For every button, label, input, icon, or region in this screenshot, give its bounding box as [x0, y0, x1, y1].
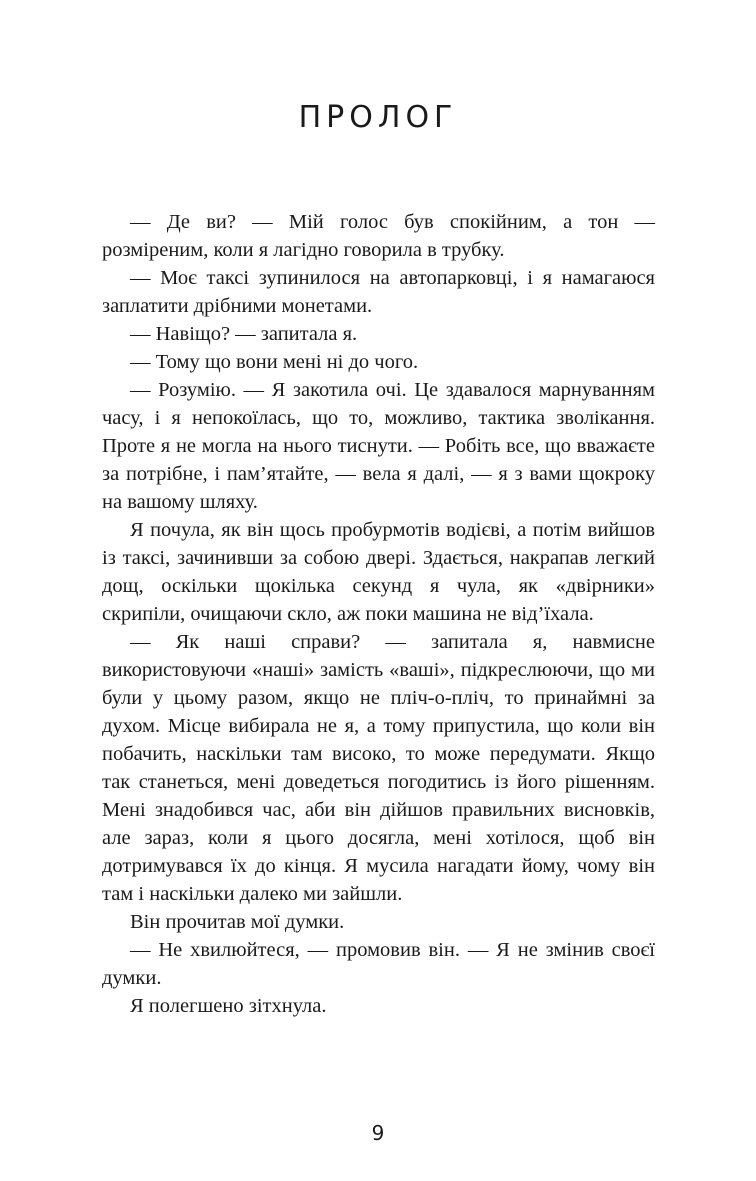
paragraph: Я почула, як він щось пробурмотів водієві, а потім вийшов із таксі, зачинивши за собою двері. Здається, накрапав легкий дощ, оскільки щокілька секунд я чула, як «двірники» скрипіли, очищаючи скло, аж поки машина не від’їхала.	[102, 519, 655, 625]
body-text	[102, 208, 655, 1020]
paragraph: — Навіщо? — запитала я.	[130, 323, 358, 345]
paragraph: — Тому що вони мені ні до чого.	[130, 351, 419, 373]
paragraph: Він прочитав мої думки.	[130, 911, 345, 933]
paragraph: — Де ви? — Мій голос був спокійним, а тон — розміреним, коли я лагідно говорила в трубку.	[102, 211, 655, 261]
paragraph: — Не хвилюйтеся, — промовив він. — Я не змінив своєї думки.	[102, 939, 655, 989]
paragraph: — Розумію. — Я закотила очі. Це здавалося марнуванням часу, і я непокоїлась, що то, можливо, тактика зволікання. Проте я не могла на нього тиснути. — Робіть все, що вважаєте за потрібне, і пам’ятайте, — вела я далі, — я з вами щокроку на вашому шляху.	[102, 379, 655, 513]
page-number: 9	[371, 1121, 385, 1145]
paragraph: — Як наші справи? — запитала я, навмисне використовуючи «наші» замість «ваші», підкреслюючи, що ми були у цьому разом, якщо не пліч-о-пліч, то принаймні за духом. Місце вибирала не я, а тому припустила, що коли він побачить, наскільки там високо, то може передумати. Якщо так станеться, мені доведеться погодитись із його рішенням. Мені знадобився час, аби він дійшов правильних висновків, але зараз, коли я цього досягла, мені хотілося, щоб він дотримувався їх до кінця. Я мусила нагадати йому, чому він там і наскільки далеко ми зайшли.	[102, 631, 655, 905]
paragraph: Я полегшено зітхнула.	[130, 995, 327, 1017]
chapter-title: ПРОЛОГ	[298, 100, 458, 135]
paragraph: — Моє таксі зупинилося на автопарковці, і я намагаюся заплатити дрібними монетами.	[102, 267, 655, 317]
